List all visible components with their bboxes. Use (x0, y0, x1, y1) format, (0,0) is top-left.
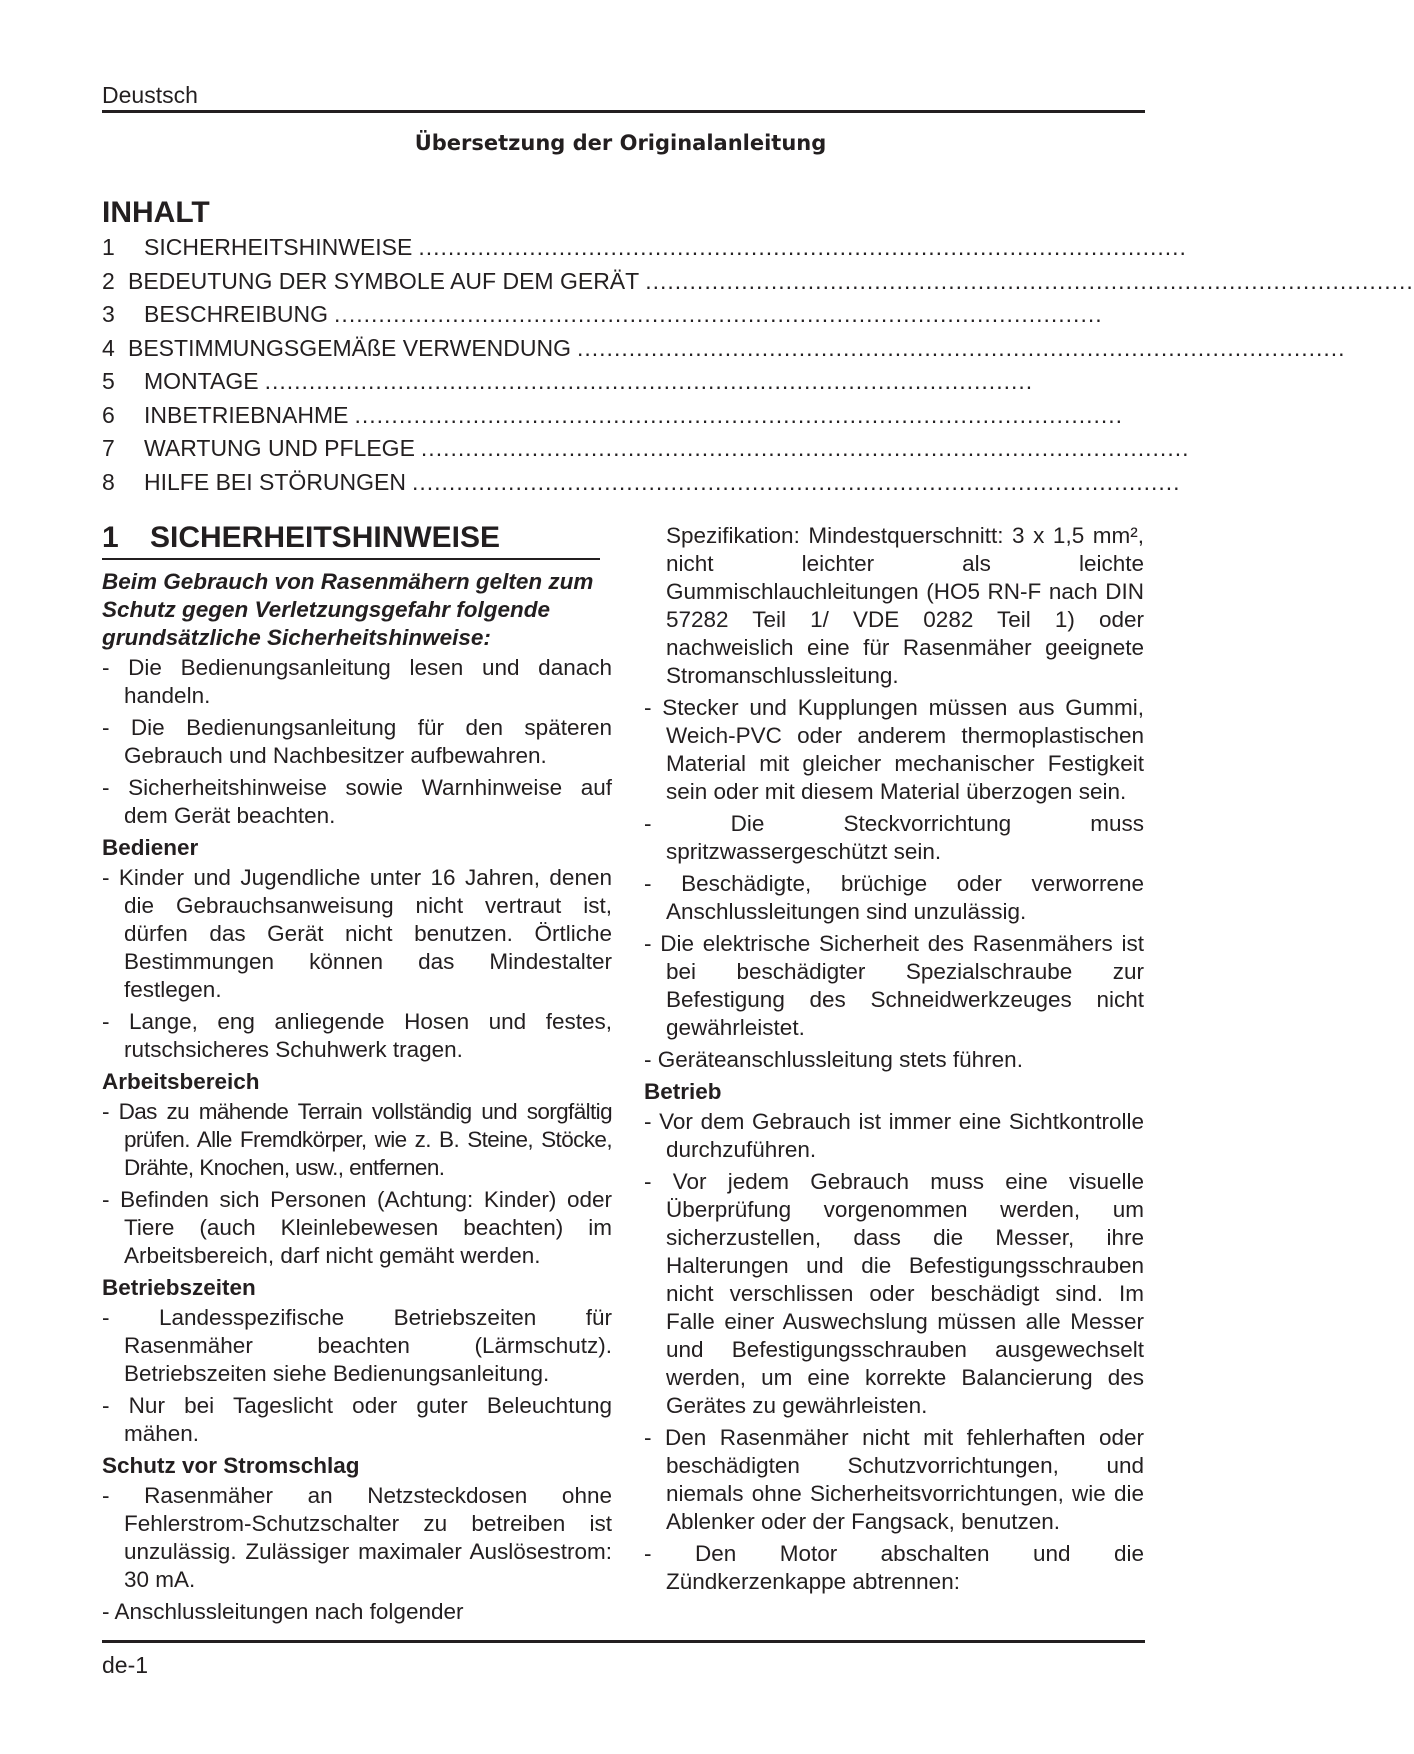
section-number: 1 (102, 521, 119, 554)
list-item: - Beschädigte, brüchige oder verworrene Anschlussleitungen sind unzulässig. (644, 871, 1144, 924)
list-item: - Anschlussleitungen nach folgender (102, 1599, 464, 1624)
page-number: de-1 (102, 1652, 149, 1678)
list-item: - Landesspezifische Betriebszeiten für Rasenmäher beachten (Lärmschutz). Betriebszeiten siehe Bedienungsanleitung. (102, 1305, 612, 1386)
toc-entry-number: 5 (102, 368, 115, 394)
subheading-electric-shock: Schutz vor Stromschlag (102, 1453, 360, 1478)
toc-leader-dots: ........................................................................................................ (420, 435, 1190, 461)
toc-entry-label: WARTUNG UND PFLEGE (144, 435, 415, 461)
subheading-operator: Bediener (102, 835, 199, 860)
toc-leader-dots: ........................................................................................................ (264, 368, 1034, 394)
section-heading (102, 521, 500, 555)
toc-leader-dots: ........................................................................................................ (418, 234, 1187, 260)
toc-entry-number: 1 (102, 234, 115, 260)
list-item: - Kinder und Jugendliche unter 16 Jahren, denen die Gebrauchsanweisung nicht vertraut ist, dürfen das Gerät nicht benutzen. Örtliche Bestimmungen können das Mindestalter festlegen. (102, 865, 612, 1002)
toc-entry-label: BEDEUTUNG DER SYMBOLE AUF DEM GERÄT (128, 267, 640, 294)
toc-entry-number: 4 (102, 334, 115, 361)
toc-leader-dots: ........................................................................................................ (645, 267, 1414, 294)
table-of-contents (102, 234, 1414, 502)
toc-entry[interactable] (102, 234, 1187, 268)
document-title: Übersetzung der Originalanleitung (414, 131, 827, 155)
list-item: - Sicherheitshinweise sowie Warnhinweise auf dem Gerät beachten. (102, 775, 612, 828)
toc-leader-dots: ........................................................................................................ (577, 334, 1346, 361)
list-item: - Die Steckvorrichtung muss spritzwassergeschützt sein. (644, 811, 1144, 864)
footer-rule (102, 1640, 1145, 1643)
paragraph-continuation: Spezifikation: Mindestquerschnitt: 3 x 1,5 mm², nicht leichter als leichte Gummischlauchleitungen (HO5 RN-F nach DIN 57282 Teil 1/ VDE 0282 Teil 1) oder nachweislich eine für Rasenmäher geeignete Stromanschlussleitung. (666, 523, 1144, 688)
toc-entry-label: INBETRIEBNAHME (144, 401, 349, 428)
list-item: - Geräteanschlussleitung stets führen. (644, 1047, 1023, 1072)
toc-entry[interactable] (102, 435, 1190, 469)
toc-entry-label: HILFE BEI STÖRUNGEN (144, 468, 406, 495)
section-title: SICHERHEITSHINWEISE (150, 521, 501, 554)
list-item: - Befinden sich Personen (Achtung: Kinder) oder Tiere (auch Kleinlebewesen beachten) im Arbeitsbereich, darf nicht gemäht werden. (102, 1187, 612, 1268)
list-item: - Die Bedienungsanleitung lesen und danach handeln. (102, 655, 612, 708)
toc-entry[interactable] (102, 368, 1034, 402)
subheading-work-area: Arbeitsbereich (102, 1069, 260, 1094)
toc-entry-number: 3 (102, 301, 115, 327)
list-item: - Vor jedem Gebrauch muss eine visuelle Überprüfung vorgenommen werden, um sicherzustellen, dass die Messer, ihre Halterungen und die Befestigungsschrauben nicht verschlissen oder beschädigt sind. Im Falle einer Auswechslung müssen alle Messer und Befestigungsschrauben ausgewechselt werden, um eine korrekte Balancierung des Gerätes zu gewährleisten. (644, 1169, 1144, 1418)
list-item: - Den Rasenmäher nicht mit fehlerhaften oder beschädigten Schutzvorrichtungen, und niemals ohne Sicherheitsvorrichtungen, wie die Ablenker oder der Fangsack, benutzen. (644, 1425, 1144, 1534)
toc-leader-dots: ........................................................................................................ (411, 468, 1181, 495)
toc-entry[interactable] (102, 401, 1124, 436)
toc-entry-label: BESTIMMUNGSGEMÄßE VERWENDUNG (128, 334, 571, 361)
toc-entry-label: SICHERHEITSHINWEISE (144, 234, 413, 260)
list-item: - Die elektrische Sicherheit des Rasenmähers ist bei beschädigter Spezialschraube zur Befestigung des Schneidwerkzeuges nicht gewährleistet. (644, 931, 1144, 1040)
subheading-operating-hours: Betriebszeiten (102, 1275, 256, 1300)
toc-heading: INHALT (102, 196, 210, 229)
language-label: Deustsch (102, 82, 198, 108)
list-item: - Das zu mähende Terrain vollständig und sorgfältig prüfen. Alle Fremdkörper, wie z. B. Steine, Stöcke, Drähte, Knochen, usw., entfernen. (102, 1099, 612, 1180)
list-item: - Nur bei Tageslicht oder guter Beleuchtung mähen. (102, 1393, 612, 1446)
toc-entry[interactable] (102, 267, 1414, 302)
list-item: - Stecker und Kupplungen müssen aus Gummi, Weich-PVC oder anderem thermoplastischen Material mit gleicher mechanischer Festigkeit sein oder mit diesem Material überzogen sein. (644, 695, 1144, 804)
header-rule (102, 110, 1145, 113)
toc-entry-number: 2 (102, 267, 115, 294)
toc-entry-number: 7 (102, 435, 115, 461)
list-item: - Lange, eng anliegende Hosen und festes, rutschsicheres Schuhwerk tragen. (102, 1009, 612, 1062)
list-item: - Die Bedienungsanleitung für den späteren Gebrauch und Nachbesitzer aufbewahren. (102, 715, 612, 768)
left-column (102, 568, 612, 1630)
section-rule (102, 558, 600, 560)
toc-entry-label: MONTAGE (144, 368, 259, 394)
section-intro: Beim Gebrauch von Rasenmähern gelten zum Schutz gegen Verletzungsgefahr folgende grundsätzliche Sicherheitshinweise: (102, 569, 594, 650)
toc-leader-dots: ........................................................................................................ (334, 301, 1103, 327)
toc-entry[interactable] (102, 468, 1181, 503)
toc-entry-number: 8 (102, 468, 115, 495)
list-item: - Rasenmäher an Netzsteckdosen ohne Fehlerstrom-Schutzschalter zu betreiben ist unzulässig. Zulässiger maximaler Auslösestrom: 30 mA. (102, 1483, 612, 1592)
subheading-operation: Betrieb (644, 1079, 722, 1104)
list-item: - Den Motor abschalten und die Zündkerzenkappe abtrennen: (644, 1541, 1144, 1594)
toc-entry-number: 6 (102, 401, 115, 428)
toc-leader-dots: ........................................................................................................ (354, 401, 1124, 428)
toc-entry[interactable] (102, 334, 1346, 369)
right-column (644, 522, 1144, 1600)
list-item: - Vor dem Gebrauch ist immer eine Sichtkontrolle durchzuführen. (644, 1109, 1144, 1162)
toc-entry[interactable] (102, 301, 1103, 335)
toc-entry-label: BESCHREIBUNG (144, 301, 329, 327)
